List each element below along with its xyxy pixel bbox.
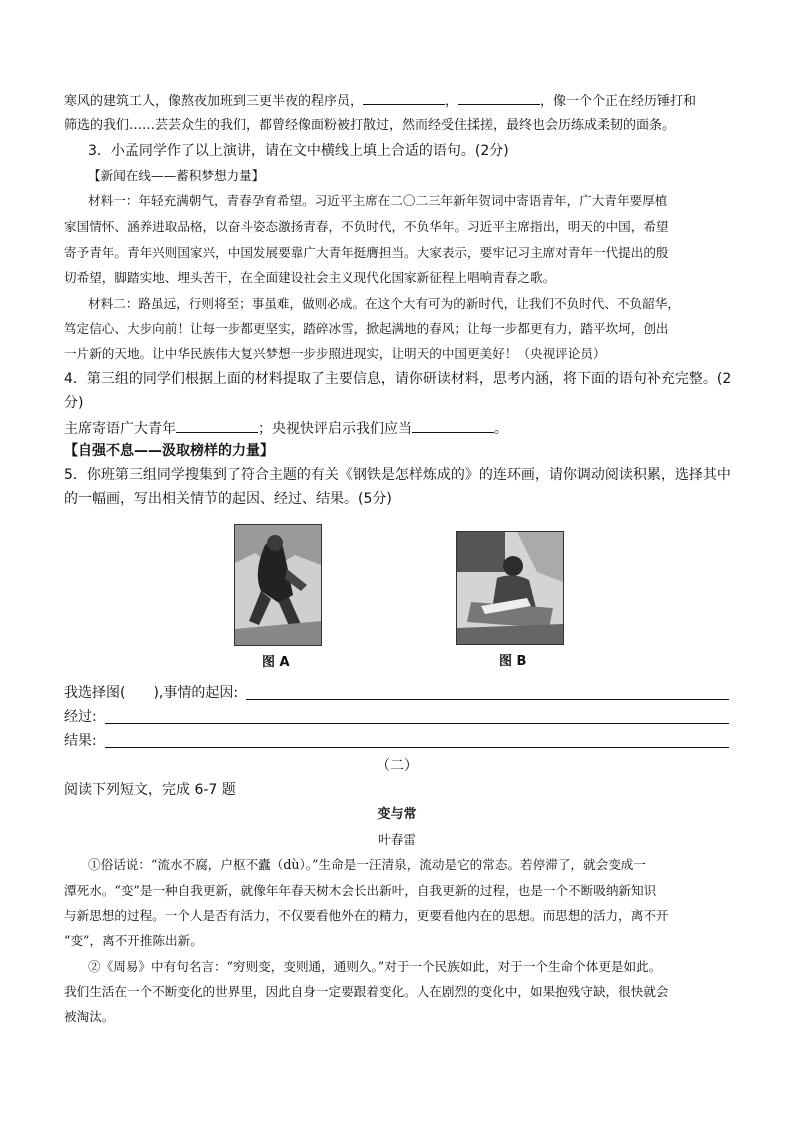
fill-prompt-a: 主席寄语广大青年 <box>64 421 176 437</box>
answer-cause-line[interactable] <box>246 699 729 700</box>
material-1-line-2: 家国情怀、涵养进取品格，以奋斗姿态激扬青春，不负时代，不负华年。习近平主席指出，明天的中国，希望 <box>64 219 669 234</box>
answer-result-line[interactable] <box>105 747 729 748</box>
material-2-line-3: 一片新的天地。让中华民族伟大复兴梦想一步步照进现实，让明天的中国更美好！（央视评论员） <box>64 346 606 361</box>
reading-instruction: 阅读下列短文，完成 6-7 题 <box>64 782 236 798</box>
article-title: 变与常 <box>377 807 417 822</box>
paragraph-1-line-4: “变”，离不开推陈出新。 <box>64 933 203 948</box>
part-two-label: （二） <box>376 758 418 774</box>
material-2-line-1: 材料二：路虽远，行则将至；事虽难，做则必成。在这个大有可为的新时代，让我们不负时代、不负韶华， <box>88 296 680 311</box>
answer-result-label: 结果: <box>64 733 97 749</box>
self-section-header: 【自强不息——汲取榜样的力量】 <box>64 443 274 459</box>
speech-line-2: 筛选的我们……芸芸众生的我们，都曾经像面粉被打散过，然而经受住揉搓，最终也会历练成柔韧的面条。 <box>64 118 676 133</box>
paragraph-2-line-1: ②《周易》中有句名言：“穷则变，变则通，通则久。”对于一个民族如此，对于一个生命个体更是如此。 <box>88 959 662 974</box>
figure-a-caption: 图 A <box>262 655 290 670</box>
separator: ， <box>445 94 459 109</box>
paragraph-2-line-3: 被淘汰。 <box>64 1009 115 1024</box>
question-5-line-1: 5．你班第三组同学搜集到了符合主题的有关《钢铁是怎样炼成的》的连环画，请你调动阅读积累，选择其中 <box>64 467 731 483</box>
fill-end: 。 <box>494 421 508 437</box>
material-2-line-2: 笃定信心、大步向前！让每一步都更坚实，踏碎冰雪，掀起满地的春风；让每一步都更有力，踏平坎坷，创出 <box>64 321 669 336</box>
answer-cause-label: 我选择图( ),事情的起因: <box>64 685 239 701</box>
answer-process-line[interactable] <box>105 723 729 724</box>
speech-line-1 <box>64 90 734 111</box>
figure-b-caption: 图 B <box>499 654 527 669</box>
answer-process-label: 经过: <box>64 709 97 725</box>
paragraph-2-line-2: 我们生活在一个不断变化的世界里，因此自身一定要跟着变化。人在剧烈的变化中，如果抱残守缺，很快就会 <box>64 984 669 999</box>
material-1-line-4: 切希望，脚踏实地、埋头苦干，在全面建设社会主义现代化国家新征程上唱响青春之歌。 <box>64 270 556 285</box>
paragraph-1-line-2: 潭死水。“变”是一种自我更新，就像年年春天树木会长出新叶，自我更新的过程，也是一个不断吸纳新知识 <box>64 883 657 898</box>
fill-blank-3[interactable] <box>176 418 258 433</box>
question-5-line-2: 的一幅画，写出相关情节的起因、经过、结果。(5分) <box>64 491 392 507</box>
figure-b-illustration <box>456 531 564 645</box>
article-author: 叶春雷 <box>378 832 416 847</box>
fill-blank-2[interactable] <box>458 90 540 105</box>
question-4-line-2: 分) <box>64 395 84 411</box>
figure-a-illustration <box>234 524 322 646</box>
material-1-line-1: 材料一：年轻充满朝气，青春孕育希望。习近平主席在二〇二三年新年贺词中寄语青年，广大青年要厚植 <box>88 193 668 208</box>
fill-prompt-b: ；央视快评启示我们应当 <box>258 421 412 437</box>
fill-blank-4[interactable] <box>412 418 494 433</box>
speech-text-b: ，像一个个正在经历锤打和 <box>540 94 697 109</box>
question-4-line-1: 4．第三组的同学们根据上面的材料提取了主要信息，请你研读材料，思考内涵，将下面的语句补充完整。(2 <box>64 371 732 387</box>
question-3: 3．小孟同学作了以上演讲，请在文中横线上填上合适的语句。(2分) <box>88 143 509 159</box>
fill-blank-1[interactable] <box>363 90 445 105</box>
paragraph-1-line-1: ①俗话说：“流水不腐，户枢不蠹（dù）。”生命是一汪清泉，流动是它的常态。若停滞了，就会变成一 <box>88 857 646 872</box>
news-section-header: 【新闻在线——蓄积梦想力量】 <box>88 168 265 183</box>
speech-text-a: 寒风的建筑工人，像熬夜加班到三更半夜的程序员， <box>64 94 364 109</box>
paragraph-1-line-3: 与新思想的过程。一个人是否有活力，不仅要看他外在的精力，更要看他内在的思想。而思想的活力，离不开 <box>64 908 669 923</box>
question-4-fill-line <box>64 418 734 438</box>
material-1-line-3: 寄予青年。青年兴则国家兴，中国发展要靠广大青年挺膺担当。大家表示，要牢记习主席对青年一代提出的殷 <box>64 245 669 260</box>
